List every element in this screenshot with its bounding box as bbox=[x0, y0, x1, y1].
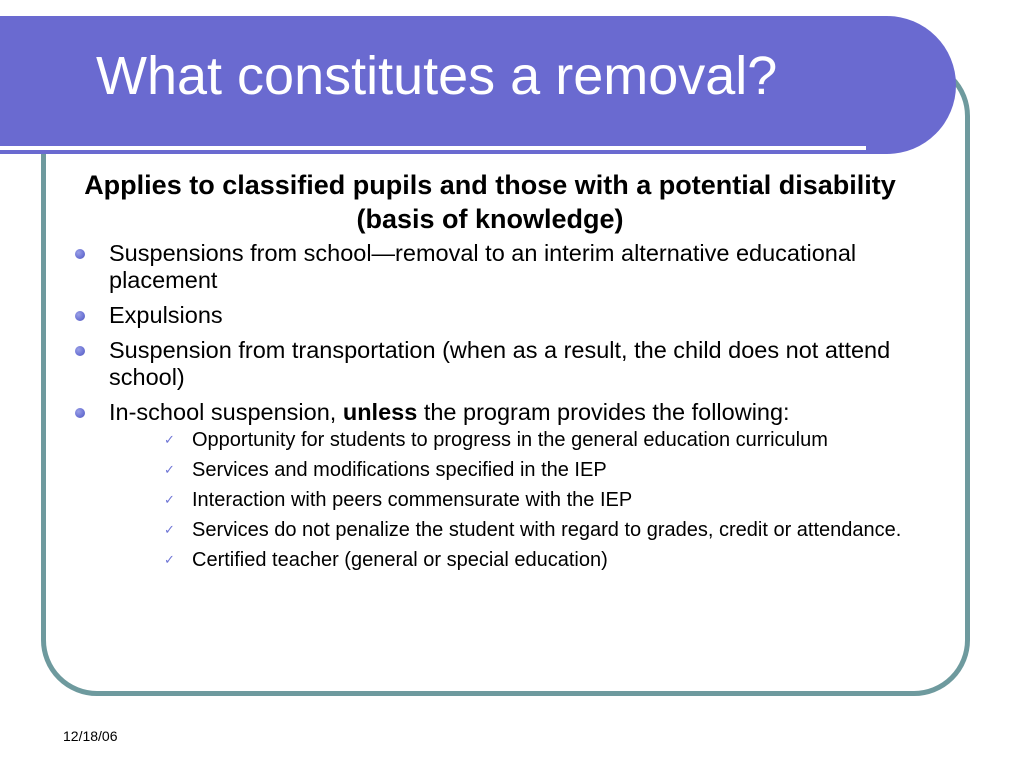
checkmark-icon: ✓ bbox=[164, 552, 175, 567]
bullet-text: Expulsions bbox=[109, 302, 223, 328]
sub-bullet-item bbox=[164, 488, 982, 512]
sub-bullet-list bbox=[164, 428, 982, 572]
sub-bullet-item bbox=[164, 548, 982, 572]
bullet-text: Suspensions from school—removal to an interim alternative educational placement bbox=[109, 240, 857, 293]
sub-bullet-item bbox=[164, 518, 982, 542]
sub-bullet-text: Certified teacher (general or special education) bbox=[192, 549, 608, 571]
sub-bullet-text: Opportunity for students to progress in the general education curriculum bbox=[192, 429, 828, 451]
checkmark-icon: ✓ bbox=[164, 522, 175, 537]
sub-bullet-item bbox=[164, 428, 982, 452]
round-bullet-icon bbox=[75, 311, 85, 321]
bullet-list bbox=[70, 240, 950, 580]
bullet-text-before: In-school suspension, bbox=[109, 399, 343, 425]
round-bullet-icon bbox=[75, 408, 85, 418]
title-underline bbox=[0, 146, 866, 150]
slide-title: What constitutes a removal? bbox=[96, 46, 778, 106]
sub-bullet-text: Services do not penalize the student with regard to grades, credit or attendance. bbox=[192, 519, 902, 541]
checkmark-icon: ✓ bbox=[164, 462, 175, 477]
bullet-text: Suspension from transportation (when as a result, the child does not attend school) bbox=[109, 337, 891, 390]
bullet-text-after: the program provides the following: bbox=[417, 399, 790, 425]
footer-date: 12/18/06 bbox=[63, 728, 118, 744]
bullet-item bbox=[70, 337, 950, 391]
sub-bullet-item bbox=[164, 458, 982, 482]
bullet-item bbox=[70, 302, 950, 329]
checkmark-icon: ✓ bbox=[164, 432, 175, 447]
round-bullet-icon bbox=[75, 346, 85, 356]
subheading: Applies to classified pupils and those with a potential disability (basis of knowledge) bbox=[84, 170, 896, 234]
bullet-text-bold: unless bbox=[342, 399, 418, 425]
round-bullet-icon bbox=[75, 249, 85, 259]
checkmark-icon: ✓ bbox=[164, 492, 175, 507]
sub-bullet-text: Services and modifications specified in the IEP bbox=[192, 459, 607, 481]
sub-bullet-text: Interaction with peers commensurate with the IEP bbox=[192, 489, 633, 511]
bullet-item bbox=[70, 399, 950, 572]
bullet-item bbox=[70, 240, 950, 294]
